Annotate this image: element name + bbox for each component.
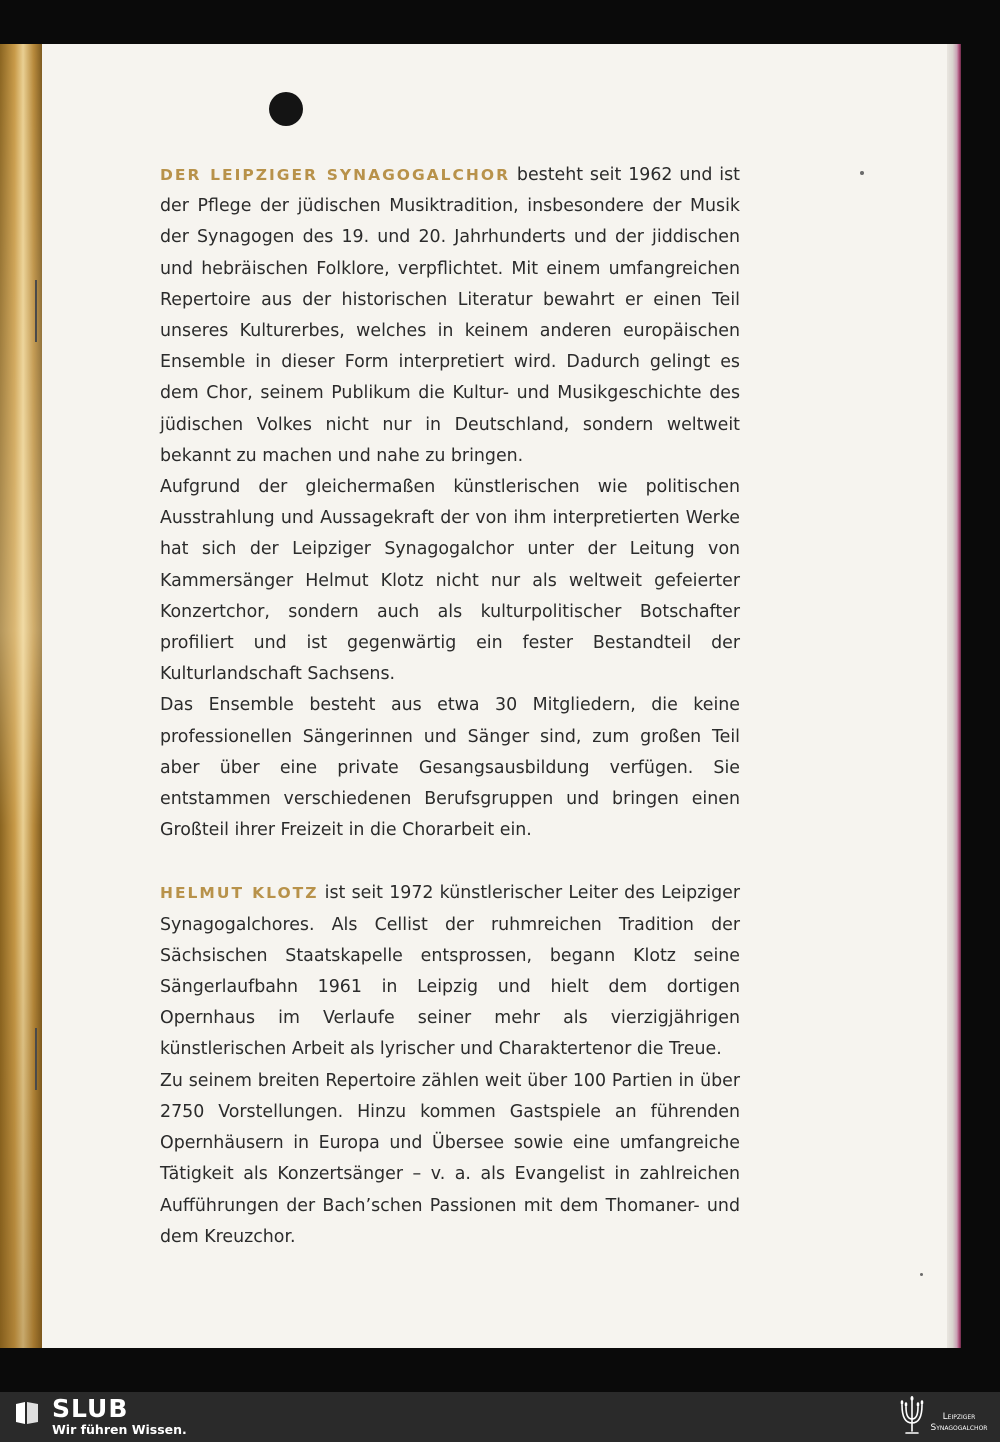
text-choir-intro: besteht seit 1962 und ist der Pflege der jüdischen Musiktradition, insbesondere der Musik der Synagogen des 19. und 20. Jahrhunderts und der jiddischen und hebräischen Folklore, verpflichtet. Mit einem umfangreichen Repertoire aus der historischen Literatur bewahrt er einen Teil unseres Kulturerbes, welches in keinem anderen europäischen Ensemble in dieser Form interpretiert wird. Dadurch gelingt es dem Chor, seinem Publikum die Kultur- und Musikgeschichte des jüdischen Volkes nicht nur in Deutschland, sondern weltweit bekannt zu machen und nahe zu bringen. <box>160 165 740 466</box>
text-klotz-intro: ist seit 1972 künstlerischer Leiter des Leipziger Synagogalchores. Als Cellist der ruhmreichen Tradition der Sächsischen Staatskapelle entsprossen, begann Klotz seine Sängerlaufbahn 1961 in Leipzig und hielt dem dortigen Opernhaus im Verlaufe seiner mehr als vierzigjährigen künstlerischen Arbeit als lyrischer und Charaktertenor die Treue. <box>160 883 740 1060</box>
section-gap <box>160 846 740 878</box>
paragraph-choir-ensemble: Das Ensemble besteht aus etwa 30 Mitgliedern, die keine professionellen Sängerinnen und Sänger sind, zum großen Teil aber über eine private Gesangsausbildung verfügen. Sie entstammen verschiedenen Berufsgruppen und bringen einen Großteil ihrer Freizeit in die Chorarbeit ein. <box>160 695 740 841</box>
choir-name <box>922 1412 996 1434</box>
punch-hole <box>269 92 303 126</box>
staple-bottom <box>35 1028 37 1090</box>
speck <box>860 171 864 175</box>
page-edge <box>947 44 961 1348</box>
staple-top <box>35 280 37 342</box>
footer-bar <box>0 1392 1000 1442</box>
choir-name-line1: Leipziger <box>942 1412 976 1422</box>
paragraph-klotz-repertoire: Zu seinem breiten Repertoire zählen weit über 100 Partien in über 2750 Vorstellungen. Hinzu kommen Gastspiele an führenden Opernhäusern in Europa und Übersee sowie eine umfangreiche Tätigkeit als Konzertsänger – v. a. als Evangelist in zahlreichen Aufführungen der Bach’schen Passionen mit dem Thomaner- und dem Kreuzchor. <box>160 1070 740 1247</box>
paragraph-choir-intro <box>160 160 740 472</box>
paragraph-klotz-intro <box>160 878 740 1065</box>
text-column <box>160 160 740 1253</box>
choir-name-line2: Synagogalchor <box>930 1423 988 1433</box>
slub-logo-icon <box>14 1400 40 1426</box>
lead-klotz: HELMUT KLOTZ <box>160 884 319 903</box>
paragraph-choir-profile: Aufgrund der gleichermaßen künstlerischen wie politischen Ausstrahlung und Aussagekraft der von ihm interpretierten Werke hat sich der Leipziger Synagogalchor unter der Leitung von Kammersänger Helmut Klotz nicht nur als weltweit gefeierter Konzertchor, sondern auch als kulturpolitischer Botschafter profiliert und ist gegenwärtig ein fester Bestandteil der Kulturlandschaft Sachsens. <box>160 477 740 685</box>
slub-tagline: Wir führen Wissen. <box>52 1422 187 1437</box>
gold-cover-edge <box>0 44 42 1348</box>
lead-choir: DER LEIPZIGER SYNAGOGALCHOR <box>160 166 511 184</box>
slub-name: SLUB <box>52 1394 129 1423</box>
speck <box>920 1273 923 1276</box>
